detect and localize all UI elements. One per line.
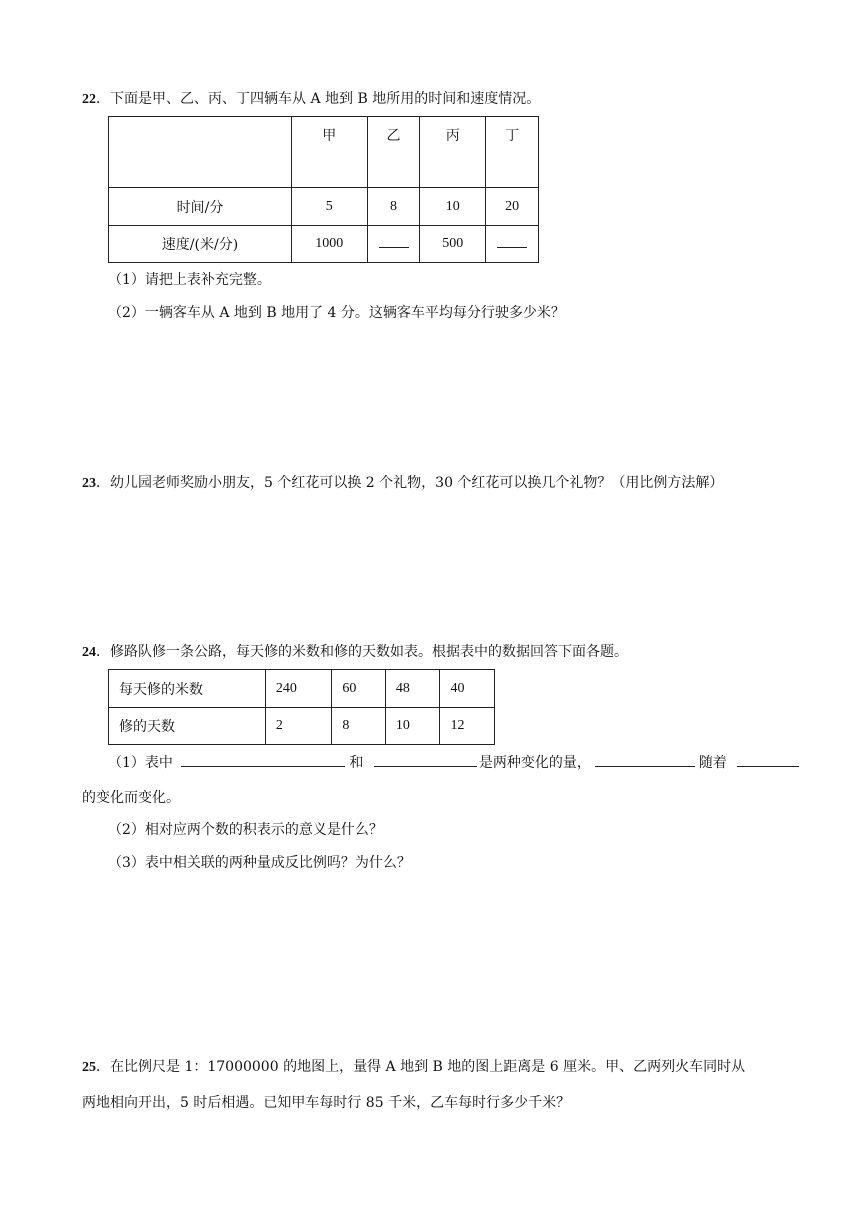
answer-blank[interactable] [379,237,409,248]
q22-sub1: （1）请把上表补充完整。 [108,272,271,288]
q24-meters-2: 60 [332,670,386,708]
q24-meters-3: 48 [385,670,440,708]
q22-header-blank [109,117,292,188]
q24-sub1-text-d: 随着 [698,755,727,771]
q22-row-speed-label: 速度/(米/分) [109,226,292,263]
q24-row-days-label: 修的天数 [109,708,266,745]
answer-blank[interactable] [595,752,695,767]
q24-meters-1: 240 [265,670,331,708]
q24-days-2: 8 [332,708,386,745]
q24-sub3: （3）表中相关联的两种量成反比例吗？为什么？ [108,855,411,871]
answer-blank[interactable] [737,752,799,767]
q24-text: ．修路队修一条公路，每天修的米数和修的天数如表。根据表中的数据回答下面各题。 [96,644,628,660]
q22-row-time-label: 时间/分 [109,188,292,226]
q22-text: ．下面是甲、乙、丙、丁四辆车从 A 地到 B 地所用的时间和速度情况。 [96,91,541,107]
q24-number: 24 [82,645,96,660]
q24-days-4: 12 [440,708,495,745]
q25-line2: 两地相向开出，5 时后相遇。已知甲车每时行 85 千米，乙车每时行多少千米？ [82,1095,571,1111]
q25-stem [82,1057,745,1078]
q22-time-jia: 5 [291,188,367,226]
q22-header-yi: 乙 [367,117,420,188]
q24-row-meters-label: 每天修的米数 [109,670,266,708]
q25-number: 25 [82,1060,96,1075]
q24-sub1-text-a: （1）表中 [108,755,173,771]
q24-meters-4: 40 [440,670,495,708]
answer-blank[interactable] [181,752,345,767]
q22-time-yi: 8 [367,188,420,226]
q22-speed-ding-blank[interactable] [486,226,539,263]
q24-sub1-text-c: 是两种变化的量， [478,755,591,771]
q22-sub2: （2）一辆客车从 A 地到 B 地用了 4 分。这辆客车平均每分行驶多少米？ [108,305,565,321]
q22-header-jia: 甲 [291,117,367,188]
q23-stem [82,473,723,494]
q22-speed-bing: 500 [420,226,486,263]
q24-sub2: （2）相对应两个数的积表示的意义是什么？ [108,822,383,838]
q22-header-bing: 丙 [420,117,486,188]
answer-blank[interactable] [497,237,527,248]
q24-sub1-cont: 的变化而变化。 [82,790,180,806]
q23-text: ．幼儿园老师奖励小朋友，5 个红花可以换 2 个礼物，30 个红花可以换几个礼物？（用比例方法解） [96,475,724,491]
q25-line1: ．在比例尺是 1：17000000 的地图上，量得 A 地到 B 地的图上距离是 6 厘米。甲、乙两列火车同时从 [96,1059,746,1075]
q22-time-bing: 10 [420,188,486,226]
q22-speed-jia: 1000 [291,226,367,263]
q24-sub1 [108,752,799,773]
q22-header-ding: 丁 [486,117,539,188]
q22-number: 22 [82,92,96,107]
q24-days-3: 10 [385,708,440,745]
q22-time-ding: 20 [486,188,539,226]
q24-table [108,669,495,745]
q24-sub1-text-b: 和 [349,755,364,771]
q24-stem [82,642,628,663]
q24-days-1: 2 [265,708,331,745]
answer-blank[interactable] [374,752,477,767]
q22-speed-yi-blank[interactable] [367,226,420,263]
q22-stem [82,89,540,110]
q23-number: 23 [82,476,96,491]
q22-table [108,116,539,263]
